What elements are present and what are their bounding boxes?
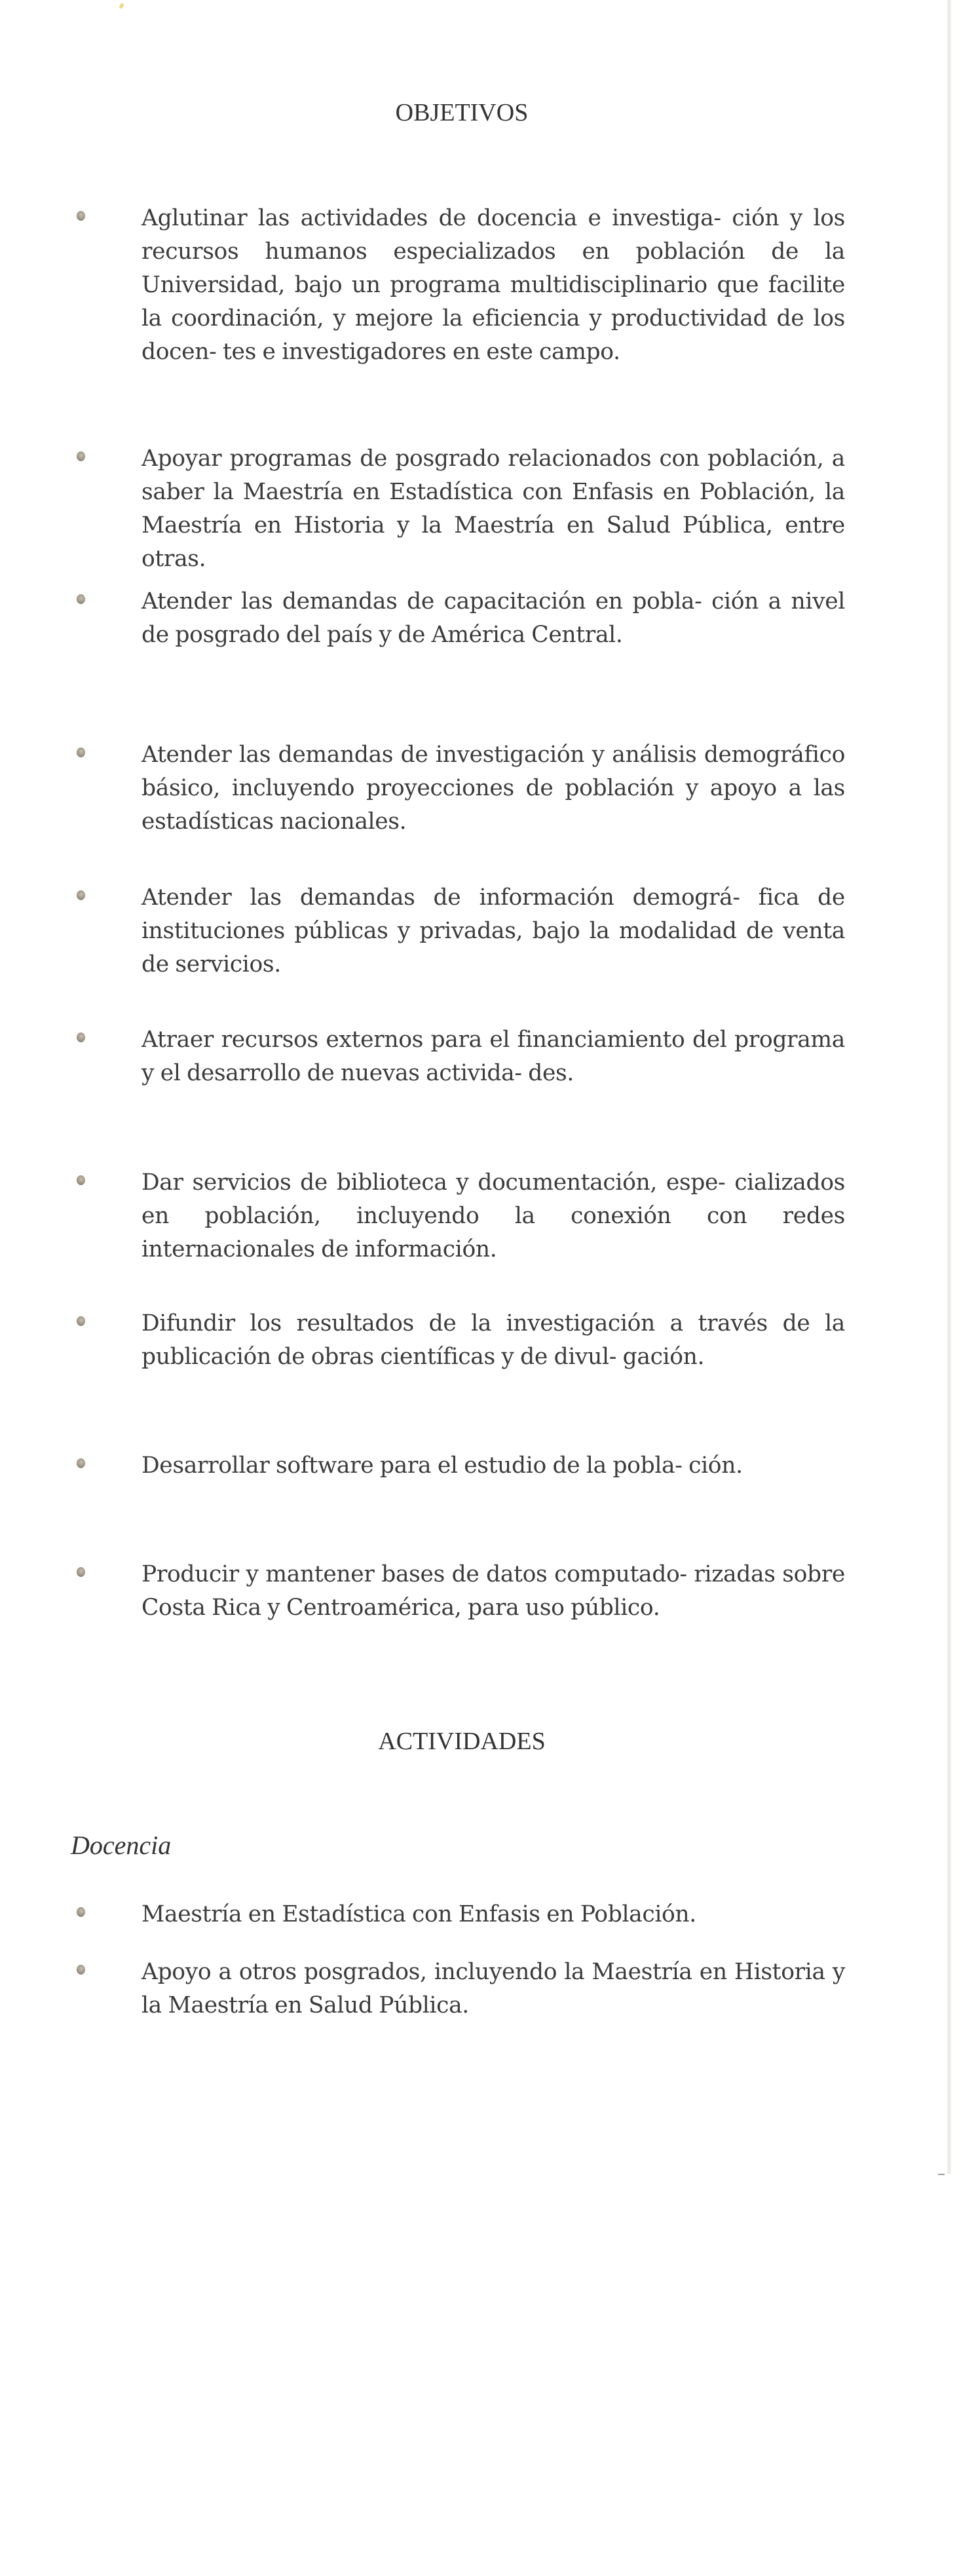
objetivos-heading: OBJETIVOS	[395, 99, 529, 126]
objetivo-text: Dar servicios de biblioteca y documentación, espe- cializados en población, incluyendo la conexión con redes internacionales de información.	[141, 1169, 845, 1262]
objetivo-text: Atender las demandas de capacitación en pobla- ción a nivel de posgrado del país y de América Central.	[141, 588, 845, 648]
bullet-icon	[77, 1965, 85, 1975]
bullet-icon	[77, 211, 85, 221]
bullet-icon	[77, 451, 85, 461]
bullet-icon	[77, 1567, 85, 1577]
page-edge-mark	[938, 2174, 945, 2175]
page-edge-strip	[947, 0, 951, 2174]
bullet-icon	[77, 748, 85, 757]
bullet-icon	[77, 1458, 85, 1468]
objetivo-text: Aglutinar las actividades de docencia e investiga- ción y los recursos humanos especializados en población de la Universidad, bajo un programa multidisciplinario que facilite la coordinación, y mejore la eficiencia y productividad de los docen- tes e investigadores en este campo.	[141, 205, 845, 365]
objetivo-text: Producir y mantener bases de datos computado- rizadas sobre Costa Rica y Centroamérica, para uso público.	[141, 1561, 845, 1621]
objetivo-text: Atender las demandas de investigación y análisis demográfico básico, incluyendo proyecciones de población y apoyo a las estadísticas nacionales.	[141, 742, 845, 835]
bullet-icon	[77, 594, 85, 604]
bullet-icon	[77, 1032, 85, 1042]
bullet-icon	[77, 1316, 85, 1326]
bullet-icon	[77, 890, 85, 900]
scan-speck	[119, 3, 124, 9]
bullet-icon	[77, 1175, 85, 1185]
docencia-text: Maestría en Estadística con Enfasis en Población.	[141, 1901, 696, 1927]
docencia-text: Apoyo a otros posgrados, incluyendo la Maestría en Historia y la Maestría en Salud Pública.	[141, 1959, 845, 2018]
objetivo-text: Atender las demandas de información demográ- fica de instituciones públicas y privadas, bajo la modalidad de venta de servicios.	[141, 884, 845, 977]
objetivo-text: Desarrollar software para el estudio de la pobla- ción.	[141, 1452, 743, 1479]
bullet-icon	[77, 1907, 85, 1917]
objetivo-text: Atraer recursos externos para el financiamiento del programa y el desarrollo de nuevas activida- des.	[141, 1027, 845, 1086]
objetivo-text: Difundir los resultados de la investigación a través de la publicación de obras científicas y de divul- gación.	[141, 1310, 845, 1370]
actividades-heading: ACTIVIDADES	[378, 1728, 546, 1755]
docencia-subheading: Docencia	[71, 1830, 172, 1860]
objetivo-text: Apoyar programas de posgrado relacionados con población, a saber la Maestría en Estadística con Enfasis en Población, la Maestría en Historia y la Maestría en Salud Pública, entre otras.	[141, 445, 845, 572]
